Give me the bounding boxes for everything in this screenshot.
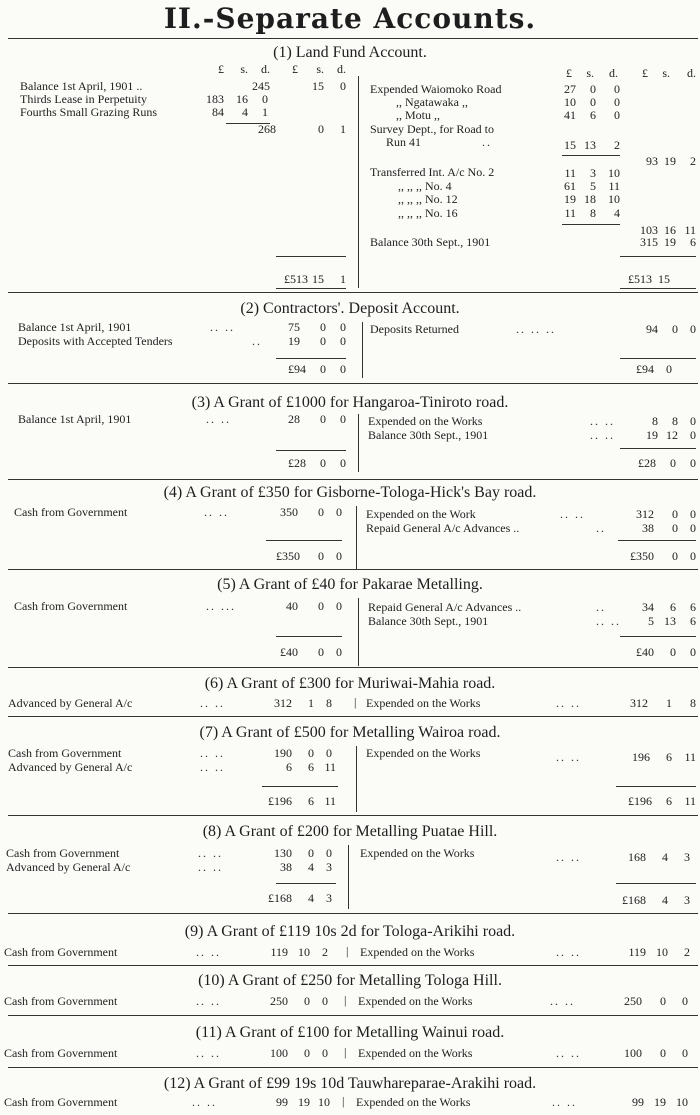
col-head-pence: d. [687,66,696,80]
col-head-shillings: s. [662,66,670,80]
total-rule [276,288,346,289]
column-divider [358,414,359,472]
section-gisborne-tologa: (4) A Grant of £350 for Gisborne-Tologa-Hick's Bay road. Cash from Government .. .. 350 0 0 Expended on the Work .. .. 312 0 0 Repaid General A/c Advances .. .. 38 0 0 £350 0 0 £350 0 0 [0,484,700,570]
total-rule [620,636,696,637]
section-puatae-hill: (8) A Grant of £200 for Metalling Puatae Hill. Cash from Government .. .. 130 0 0 Advanced by General A/c .. .. 38 4 3 Expended on the Works .. .. 168 4 3 £168 4 3 £168 4 3 [0,823,700,913]
section-title: (2) Contractors'. Deposit Account. [240,300,460,317]
total-rule [620,288,696,289]
section-title: (5) A Grant of £40 for Pakarae Metalling. [217,576,483,593]
total-rule [276,256,346,257]
section-rule [8,815,698,816]
section-tologa-arikihi: (9) A Grant of £119 10s 2d for Tologa-Arikihi road. Cash from Government .. .. 119 10 2 | Expended on the Works .. .. 119 10 2 [0,923,700,963]
section-title: (11) A Grant of £100 for Metalling Wainui road. [195,1024,505,1041]
section-rule [8,292,698,293]
section-hangaroa-tiniroto: (3) A Grant of £1000 for Hangaroa-Tiniroto road. Balance 1st April, 1901 .. .. 28 0 0 Expended on the Works .. .. 8 8 0 Balance 30th Sept., 1901 .. .. 19 12 0 £28 0 0 £28 0 0 [0,394,700,474]
section-tauwhareparae: (12) A Grant of £99 19s 10d Tauwhareparae-Arakihi road. Cash from Government .. .. 99 19 10 | Expended on the Works .. .. 99 19 10 [0,1075,700,1115]
column-divider: | [342,1094,345,1108]
section-rule [8,913,698,914]
section-rule [8,479,698,480]
column-divider: | [344,1045,347,1059]
total-rule [616,786,696,787]
section-wairoa: (7) A Grant of £500 for Metalling Wairoa road. Cash from Government .. .. 190 0 0 Advanced by General A/c .. .. 6 6 11 Expended on the Works .. .. 196 6 11 £196 6 11 £196 6 11 [0,724,700,816]
subtotal-rule [562,155,620,156]
column-divider: | [354,695,357,709]
section-title: (1) Land Fund Account. [273,44,427,61]
section-pakarae: (5) A Grant of £40 for Pakarae Metalling. Cash from Government .. ... 40 0 0 Repaid General A/c Advances .. .. 34 6 6 Balance 30th Sept., 1901 .. .. 5 13 6 £40 0 0 £40 0 0 [0,576,700,668]
subtotal-rule [562,224,620,225]
total-rule [616,883,696,884]
col-head-pounds: £ [642,66,648,80]
section-rule [8,965,698,966]
column-divider [348,845,349,909]
total-rule [276,636,342,637]
column-divider: | [344,993,347,1007]
section-title: (6) A Grant of £300 for Muriwai-Mahia road. [204,675,496,692]
col-head-shillings: s. [240,62,248,76]
total-rule [620,256,696,257]
total-rule [276,358,346,359]
col-head-pounds: £ [566,66,572,80]
section-title: (3) A Grant of £1000 for Hangaroa-Tiniroto road. [191,394,509,411]
column-divider [362,322,363,378]
col-head-shillings: s. [586,66,594,80]
section-title: (10) A Grant of £250 for Metalling Tologa Hill. [198,972,502,989]
section-title: (7) A Grant of £500 for Metalling Wairoa road. [199,724,501,741]
col-head-pence: d. [337,62,346,76]
total-rule [262,786,338,787]
section-title: (4) A Grant of £350 for Gisborne-Tologa-Hick's Bay road. [163,484,537,501]
total-rule [266,540,342,541]
column-divider: | [346,944,349,958]
col-head-pence: d. [261,62,270,76]
total-rule [620,448,696,449]
col-head-pence: d. [609,66,618,80]
col-head-pounds: £ [292,62,298,76]
section-muriwai-mahia: (6) A Grant of £300 for Muriwai-Mahia road. Advanced by General A/c .. .. 312 1 8 | Expended on the Works .. .. 312 1 8 [0,675,700,715]
section-title: (9) A Grant of £119 10s 2d for Tologa-Arikihi road. [184,923,516,940]
col-head-shillings: s. [316,62,324,76]
total-rule [276,883,336,884]
column-divider [358,598,359,666]
column-divider [356,506,357,570]
column-divider [356,746,357,812]
section-title: (8) A Grant of £200 for Metalling Puatae Hill. [202,823,498,840]
section-rule [8,667,698,668]
title-rule [8,38,698,39]
section-rule [8,1015,698,1016]
section-rule [8,569,698,570]
section-rule [8,716,698,717]
section-wainui: (11) A Grant of £100 for Metalling Wainui road. Cash from Government .. .. 100 0 0 | Expended on the Works .. .. 100 0 0 [0,1024,700,1064]
total-rule [620,358,696,359]
section-contractors-deposit: (2) Contractors'. Deposit Account. Balance 1st April, 1901 .. .. 75 0 0 Deposits with Accepted Tenders .. 19 0 0 Deposits Returned .. .. .. 94 0 0 £94 0 0 £94 0 [0,300,700,380]
section-title: (12) A Grant of £99 19s 10d Tauwhareparae-Arakihi road. [163,1075,537,1092]
column-divider [358,76,359,288]
col-head-pounds: £ [218,62,224,76]
total-rule [276,450,346,451]
section-rule [8,1067,698,1068]
total-rule [618,540,696,541]
section-rule [8,383,698,384]
section-tologa-hill: (10) A Grant of £250 for Metalling Tologa Hill. Cash from Government .. .. 250 0 0 | Expended on the Works .. .. 250 0 0 [0,972,700,1012]
page-title: II.-Separate Accounts. [163,2,537,35]
section-land-fund: (1) Land Fund Account. £ s. d. £ s. d. £ s. d. £ s. d. Balance 1st April, 1901 .. 245 15 0 Thirds Lease in Perpetuity 183 16 0 Fourths Small Grazing Runs 84 4 1 268 0 1 Expended Waiomoko Road 27 0 0 ,, Ngatawaka ,, 10 0 0 ,, Motu ,, 41 6 0 Survey Dept., for Road to Run 41 .. 15 13 2 93 19 2 Transferred Int. A/c No. 2 11 3 10 ,, ,, ,, No. 4 61 5 11 ,, ,, ,, No. 12 19 18 10 ,, ,, ,, No. 16 11 8 4 103 16 11 Balance 30th Sept., 1901 315 19 6 £513 15 1 £513 15 [0,44,700,294]
